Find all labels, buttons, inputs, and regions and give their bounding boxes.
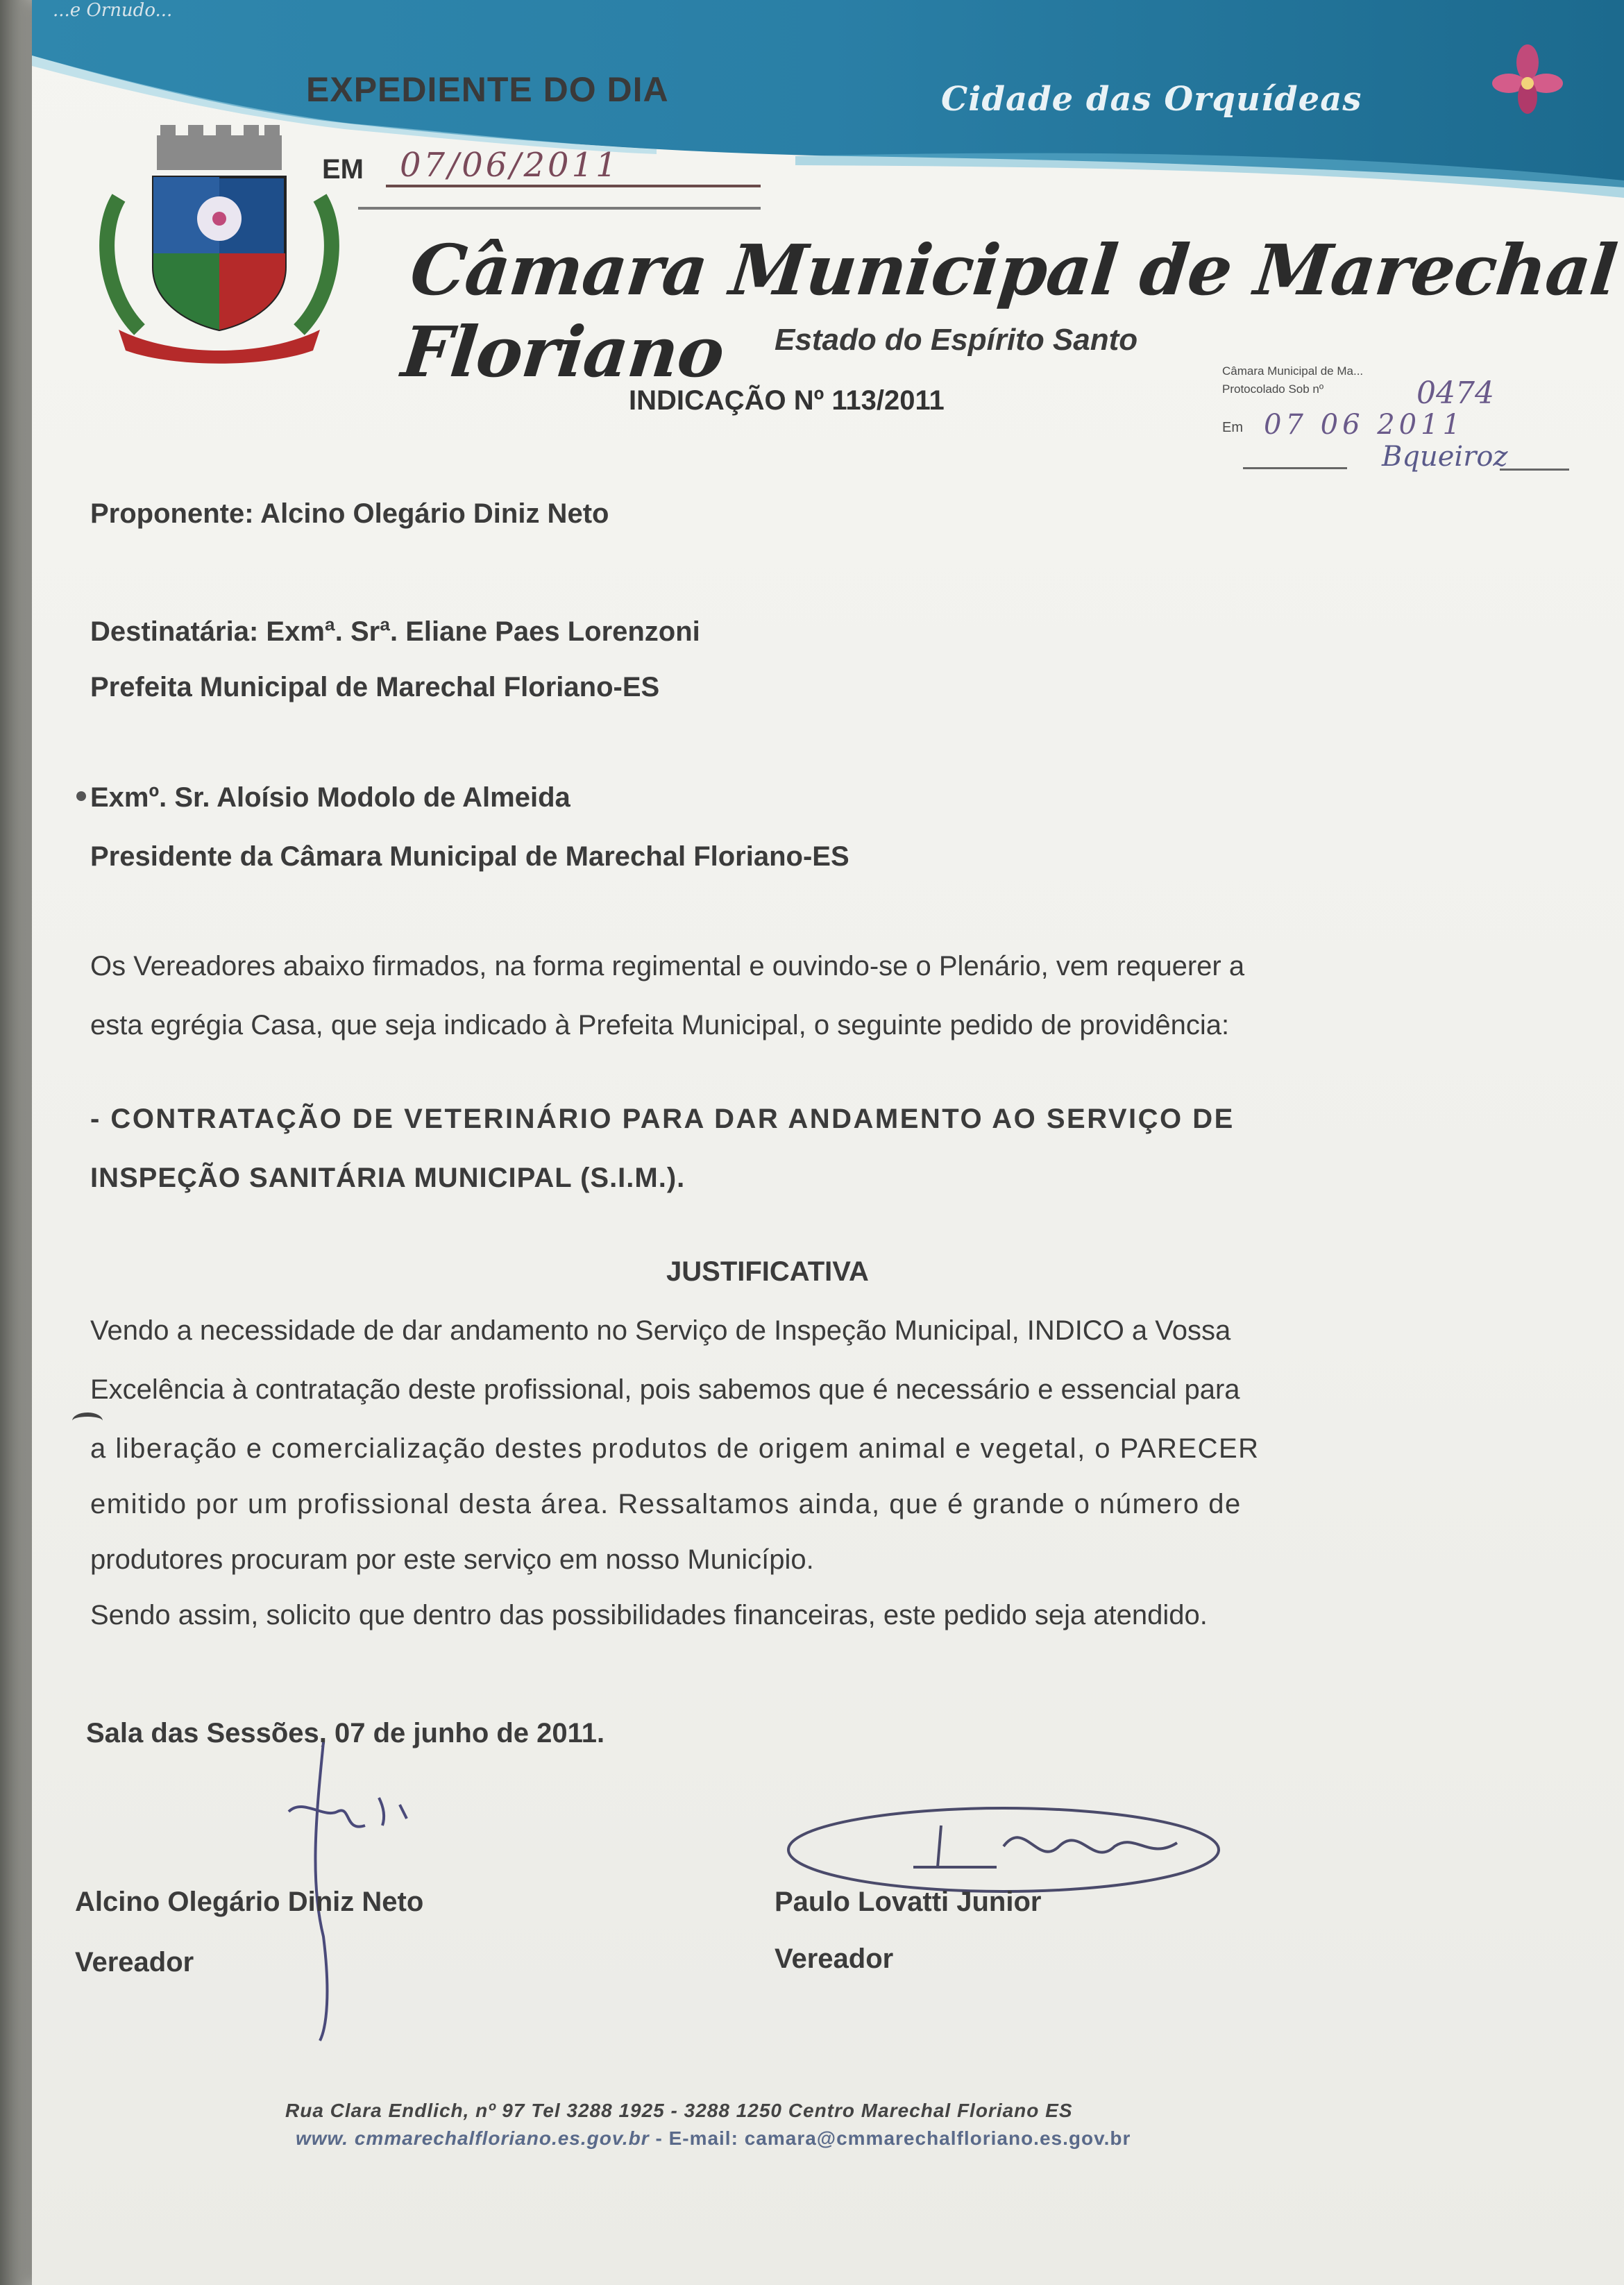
em-label: EM bbox=[322, 154, 364, 185]
em-date: 07/06/2011 bbox=[386, 146, 761, 187]
justificativa-title: JUSTIFICATIVA bbox=[666, 1256, 869, 1287]
second-recipient-role: Presidente da Câmara Municipal de Marechal Floriano-ES bbox=[90, 841, 849, 872]
chamber-title: Câmara Municipal de Marechal Floriano bbox=[398, 229, 1621, 393]
em-underline bbox=[358, 207, 761, 210]
footer-website[interactable]: www. cmmarechalfloriano.es.gov.br bbox=[296, 2127, 650, 2149]
request-line-2: INSPEÇÃO SANITÁRIA MUNICIPAL (S.I.M.). bbox=[90, 1163, 686, 1193]
orchid-icon bbox=[1489, 42, 1566, 125]
stamp-number: 0474 bbox=[1416, 376, 1494, 411]
top-scribble: ...e Ornudo... bbox=[53, 0, 173, 21]
stamp-line-1: Câmara Municipal de Ma... bbox=[1222, 364, 1364, 378]
municipal-coat-of-arms-icon bbox=[91, 121, 348, 371]
margin-mark bbox=[72, 1413, 103, 1429]
expediente-label: EXPEDIENTE DO DIA bbox=[306, 70, 669, 109]
intro-line-1: Os Vereadores abaixo firmados, na forma regimental e ouvindo-se o Plenário, vem requerer a bbox=[90, 951, 1245, 981]
stamp-em-label: Em bbox=[1222, 420, 1243, 435]
stamp-line-2: Protocolado Sob nº bbox=[1222, 382, 1324, 396]
signatory-1-role: Vereador bbox=[75, 1947, 194, 1978]
second-recipient: Exmº. Sr. Aloísio Modolo de Almeida bbox=[90, 782, 570, 813]
signatory-2-role: Vereador bbox=[775, 1943, 894, 1974]
justification-line-4: emitido por um profissional desta área. Ressaltamos ainda, que é grande o número de bbox=[90, 1489, 1242, 1519]
stamp-rule-right bbox=[1500, 469, 1569, 471]
stamp-signature: Bqueiroz bbox=[1382, 441, 1508, 473]
justification-line-2: Excelência à contratação deste profissional, pois sabemos que é necessário e essencial para bbox=[90, 1374, 1240, 1405]
justification-line-1: Vendo a necessidade de dar andamento no Serviço de Inspeção Municipal, INDICO a Vossa bbox=[90, 1315, 1231, 1346]
indicacao-number: INDICAÇÃO Nº 113/2011 bbox=[629, 385, 945, 416]
destinataria: Destinatária: Exmª. Srª. Eliane Paes Lorenzoni bbox=[90, 616, 700, 647]
proponente: Proponente: Alcino Olegário Diniz Neto bbox=[90, 498, 609, 529]
signatory-1-name: Alcino Olegário Diniz Neto bbox=[75, 1887, 424, 1917]
margin-dot bbox=[76, 791, 86, 801]
stamp-rule-left bbox=[1243, 467, 1347, 469]
document-page bbox=[32, 0, 1624, 2285]
footer-address: Rua Clara Endlich, nº 97 Tel 3288 1925 - 3288 1250 Centro Marechal Floriano ES bbox=[285, 2100, 1073, 2121]
protocol-stamp bbox=[1222, 364, 1583, 503]
signatory-2-name: Paulo Lovatti Junior bbox=[775, 1887, 1042, 1917]
city-slogan: Cidade das Orquídeas bbox=[941, 80, 1362, 119]
intro-line-2: esta egrégia Casa, que seja indicado à Prefeita Municipal, o seguinte pedido de providência: bbox=[90, 1010, 1230, 1040]
footer-contacts: www. cmmarechalfloriano.es.gov.br - E-mail: camara@cmmarechalfloriano.es.gov.br bbox=[296, 2127, 1131, 2149]
footer-email-label: E-mail: bbox=[668, 2127, 738, 2149]
justification-line-6: Sendo assim, solicito que dentro das possibilidades financeiras, este pedido seja atendido. bbox=[90, 1600, 1208, 1630]
session-date: Sala das Sessões, 07 de junho de 2011. bbox=[86, 1718, 605, 1748]
stamp-date: 07 06 2011 bbox=[1264, 409, 1465, 441]
justification-line-3: a liberação e comercialização destes produtos de origem animal e vegetal, o PARECER bbox=[90, 1433, 1260, 1464]
footer-email[interactable]: camara@cmmarechalfloriano.es.gov.br bbox=[744, 2127, 1131, 2149]
request-line-1: - CONTRATAÇÃO DE VETERINÁRIO PARA DAR ANDAMENTO AO SERVIÇO DE bbox=[90, 1104, 1235, 1134]
justification-line-5: produtores procuram por este serviço em nosso Município. bbox=[90, 1544, 814, 1575]
destinataria-role: Prefeita Municipal de Marechal Floriano-ES bbox=[90, 672, 660, 702]
state-subtitle: Estado do Espírito Santo bbox=[775, 323, 1138, 357]
